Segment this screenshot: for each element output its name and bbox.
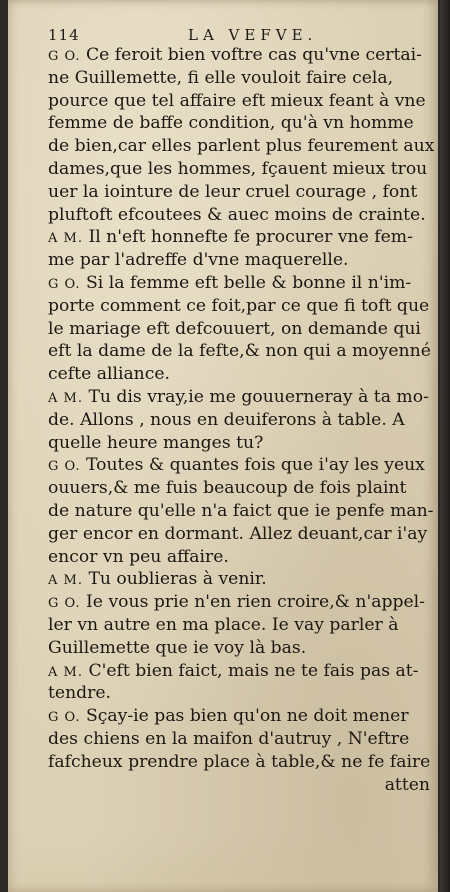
text-line (48, 568, 434, 591)
text-line (48, 158, 434, 181)
line-text: Tu oublieras à venir. (88, 569, 267, 590)
text-line (48, 591, 434, 614)
line-text: Il n'eft honnefte fe procurer vne fem- (88, 227, 413, 248)
text-line (48, 226, 434, 249)
text-line (48, 340, 434, 363)
line-text: de bien,car elles parlent plus feurement aux (48, 136, 435, 157)
text-line (48, 249, 434, 272)
line-text: Sçay-ie pas bien qu'on ne doit mener (86, 706, 409, 727)
text-line (48, 295, 434, 318)
line-text: ler vn autre en ma place. Ie vay parler à (48, 614, 399, 635)
body-text (48, 44, 434, 796)
book-page (8, 0, 438, 892)
text-line (48, 318, 434, 341)
line-text: Toutes & quantes fois que i'ay les yeux (86, 455, 425, 476)
line-text: ouuers,& me fuis beaucoup de fois plaint (48, 478, 407, 499)
line-text: porte comment ce foit,par ce que fi toft que (48, 295, 430, 316)
line-text: fafcheux prendre place à table,& ne fe faire (48, 751, 431, 772)
text-line (48, 728, 434, 751)
line-text: ger encor en dormant. Allez deuant,car i'ay (48, 523, 428, 544)
page-edge-shadow (440, 0, 450, 892)
line-text: Ce feroit bien voftre cas qu'vne certai- (86, 45, 422, 65)
text-line (48, 112, 434, 135)
text-line (48, 523, 434, 546)
line-text: Si la femme eft belle & bonne il n'im- (86, 272, 412, 293)
text-line (48, 363, 434, 386)
line-text: Tu dis vray,ie me gouuerneray à ta mo- (88, 386, 429, 407)
text-line (48, 409, 434, 432)
text-line (48, 751, 434, 774)
text-line (48, 705, 434, 728)
line-text: pluftoft efcoutees & auec moins de crainte. (48, 204, 426, 225)
page-number: 114 (48, 26, 80, 44)
speaker-label: G O. (48, 49, 81, 64)
text-line (48, 432, 434, 455)
line-text: encor vn peu affaire. (48, 546, 229, 567)
text-line (48, 90, 434, 113)
line-text: de nature qu'elle n'a faict que ie penfe man- (48, 500, 434, 521)
speaker-label: A M. (48, 390, 83, 406)
line-text: tendre. (48, 683, 112, 704)
running-title: LA VEFVE. (188, 26, 318, 44)
speaker-label: G O. (48, 459, 81, 475)
line-text: le mariage eft defcouuert, on demande qui (48, 318, 421, 339)
speaker-label: G O. (48, 596, 81, 612)
text-line (48, 546, 434, 569)
catchword: atten (384, 774, 430, 795)
text-line (48, 477, 434, 500)
line-text: cefte alliance. (48, 364, 171, 385)
text-line (48, 454, 434, 477)
text-line (48, 660, 434, 683)
speaker-label: A M. (48, 231, 83, 247)
line-text: femme de baffe condition, qu'à vn homme (48, 113, 414, 134)
line-text: ne Guillemette, fi elle vouloit faire cela, (48, 67, 394, 88)
speaker-label: A M. (48, 664, 83, 680)
text-line (48, 614, 434, 637)
text-line (48, 44, 434, 67)
line-text: C'eft bien faict, mais ne te fais pas at- (88, 660, 419, 681)
line-text: dames,que les hommes, fçauent mieux trou (48, 158, 428, 179)
text-line (48, 682, 434, 705)
text-line (48, 67, 434, 90)
text-line (48, 386, 434, 409)
line-text: des chiens en la maifon d'autruy , N'eftre (48, 728, 410, 749)
line-text: me par l'adreffe d'vne maquerelle. (48, 250, 349, 271)
line-text: de. Allons , nous en deuiferons à table. A (48, 409, 405, 430)
speaker-label: G O. (48, 276, 81, 292)
text-line (48, 204, 434, 227)
speaker-label: G O. (48, 710, 81, 726)
text-line (48, 181, 434, 204)
text-line (48, 135, 434, 158)
bottom-margin (8, 830, 438, 892)
text-line (48, 500, 434, 523)
line-text: Ie vous prie n'en rien croire,& n'appel- (86, 592, 425, 613)
line-text: pource que tel affaire eft mieux feant à vne (48, 90, 426, 111)
line-text: Guillemette que ie voy là bas. (48, 637, 307, 658)
speaker-label: A M. (48, 573, 83, 589)
line-text: eft la dame de la fefte,& non qui a moyenné (48, 341, 431, 362)
line-text: quelle heure manges tu? (48, 432, 264, 453)
line-text: uer la iointure de leur cruel courage , font (48, 181, 418, 202)
text-line (48, 637, 434, 660)
text-line (48, 272, 434, 295)
